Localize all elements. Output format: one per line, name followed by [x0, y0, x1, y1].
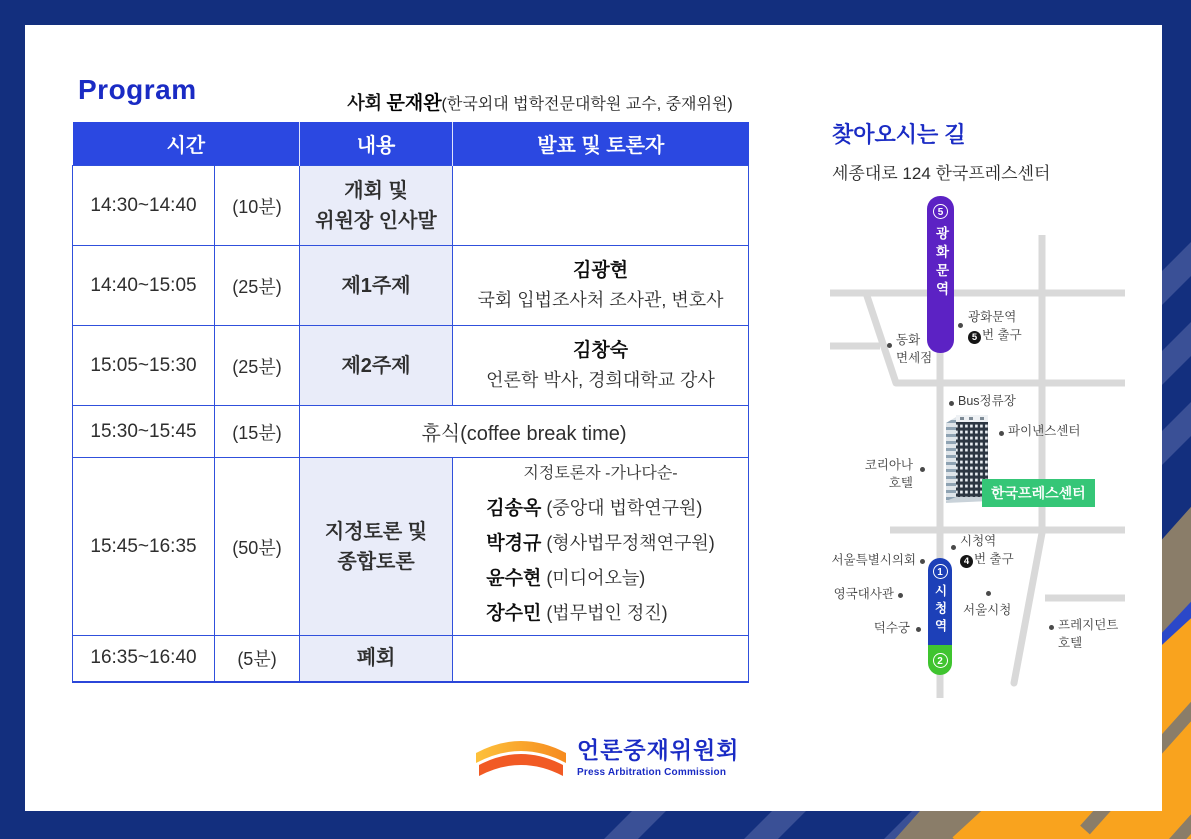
content-line: 위원장 인사말 [315, 209, 437, 232]
map-dot [898, 593, 903, 598]
panelist-name: 장수민 [486, 603, 542, 625]
presenter-name: 김광현 [572, 259, 629, 281]
map-dot [999, 431, 1004, 436]
map-label-gwanghwamun-exit: 광화문역 5 번 출구 [968, 310, 1022, 343]
map-label-seoul-cityhall: 서울시청 [963, 603, 1012, 617]
table-row [73, 326, 749, 406]
logo-english-name: Press Arbitration Commission [577, 767, 727, 778]
presenter-cell [453, 326, 749, 406]
duration-cell: (50분) [215, 458, 300, 636]
press-arbitration-commission-logo [475, 729, 785, 791]
panelist-item [486, 491, 715, 526]
content-cell [300, 458, 453, 636]
map-dot [951, 545, 956, 550]
map-dot [958, 323, 963, 328]
line2-number-icon: 2 [933, 653, 948, 668]
moderator-label: 사회 [347, 93, 383, 113]
panelist-org: (미디어오늘) [546, 568, 646, 588]
presenter-cell [453, 636, 749, 682]
duration-cell: (25분) [215, 246, 300, 326]
table-row [73, 458, 749, 636]
map-label-bus-stop: Bus정류장 [958, 394, 1016, 408]
line1-number-icon: 1 [933, 564, 948, 579]
map-dot [986, 591, 991, 596]
exit-number-icon: 5 [968, 331, 981, 344]
duration-cell: (10분) [215, 166, 300, 246]
map-label-cityhall-exit: 시청역 4 번 출구 [960, 534, 1014, 567]
page-title: Program [78, 74, 197, 105]
content-cell: 폐회 [300, 636, 453, 682]
content-card [25, 25, 1162, 811]
panelist-item [486, 596, 715, 631]
panelist-org: (형사법무정책연구원) [546, 532, 715, 553]
map-label-president-hotel: 프레지던트 호텔 [1058, 618, 1119, 650]
duration-cell: (15분) [215, 406, 300, 458]
header-presenters: 발표 및 토론자 [453, 122, 749, 166]
map-label-council: 서울특별시의회 [831, 553, 916, 567]
panelist-org: (중앙대 법학연구원) [546, 497, 703, 518]
duration-cell: (25분) [215, 326, 300, 406]
moderator-line [305, 88, 775, 115]
logo-text [577, 732, 740, 778]
cityhall-station-name: 시청역 [933, 584, 947, 637]
directions-address: 세종대로 124 한국프레스센터 [832, 164, 1051, 183]
table-row [73, 246, 749, 326]
map-label-koreana-hotel: 코리아나 호텔 [864, 458, 913, 490]
map-label-embassy: 영국대사관 [833, 587, 894, 601]
time-cell: 14:30~14:40 [73, 166, 215, 246]
header-time: 시간 [73, 122, 300, 166]
presenter-affiliation: 국회 입법조사처 조사관, 변호사 [477, 290, 724, 311]
table-header-row [73, 122, 749, 166]
map-dot [920, 559, 925, 564]
time-cell: 14:40~15:05 [73, 246, 215, 326]
map-dot [916, 627, 921, 632]
subway-line5-gwanghwamun-pill [927, 196, 954, 353]
logo-arcs-icon [475, 735, 567, 779]
content-cell: 제2주제 [300, 326, 453, 406]
map-label-finance-center: 파이낸스센터 [1008, 424, 1081, 438]
map-dot [887, 343, 892, 348]
content-cell [300, 166, 453, 246]
table-row [73, 166, 749, 246]
content-line: 지정토론 및 [324, 520, 428, 543]
panelist-name: 김송옥 [486, 497, 542, 519]
moderator-affiliation: (한국외대 법학전문대학원 교수, 중재위원) [441, 96, 733, 113]
exit-number-icon: 4 [960, 555, 973, 568]
presenter-name: 김창숙 [572, 339, 629, 361]
time-cell: 16:35~16:40 [73, 636, 215, 682]
content-line: 개회 및 [344, 179, 408, 202]
map-label-deoksugung: 덕수궁 [873, 621, 910, 635]
directions-title: 찾아오시는 길 [832, 122, 966, 147]
panelist-org: (법무법인 정진) [546, 603, 668, 624]
program-schedule-table [72, 122, 749, 683]
presenter-affiliation: 언론학 박사, 경희대학교 강사 [486, 370, 715, 391]
line1-section [928, 558, 952, 645]
header-content: 내용 [300, 122, 453, 166]
panelists-list [486, 491, 715, 632]
location-map [830, 193, 1125, 715]
duration-cell: (5분) [215, 636, 300, 682]
panelist-name: 윤수현 [486, 568, 542, 589]
content-line: 종합토론 [337, 550, 415, 573]
moderator-name: 문재완 [386, 93, 442, 114]
gwanghwamun-station-name: 광화문역 [933, 226, 949, 300]
time-cell: 15:30~15:45 [73, 406, 215, 458]
content-cell: 제1주제 [300, 246, 453, 326]
panelists-cell [453, 458, 749, 636]
map-dot [949, 401, 954, 406]
line2-section [928, 645, 952, 675]
press-center-badge: 한국프레스센터 [982, 479, 1095, 507]
table-row [73, 406, 749, 458]
time-cell: 15:05~15:30 [73, 326, 215, 406]
break-cell: 휴식(coffee break time) [300, 406, 749, 458]
table-row [73, 636, 749, 682]
map-label-donghwa: 동화 면세점 [896, 333, 933, 365]
panelist-name: 박경규 [486, 532, 542, 554]
presenter-cell [453, 166, 749, 246]
subway-cityhall-pill [928, 558, 952, 675]
panelists-note: 지정토론자 -가나다순- [523, 464, 678, 482]
map-dot [920, 467, 925, 472]
panelist-item [486, 526, 715, 561]
panelist-item [486, 561, 715, 596]
line5-number-icon: 5 [933, 204, 948, 219]
logo-korean-name: 언론중재위원회 [577, 737, 740, 763]
time-cell: 15:45~16:35 [73, 458, 215, 636]
presenter-cell [453, 246, 749, 326]
map-dot [1049, 625, 1054, 630]
